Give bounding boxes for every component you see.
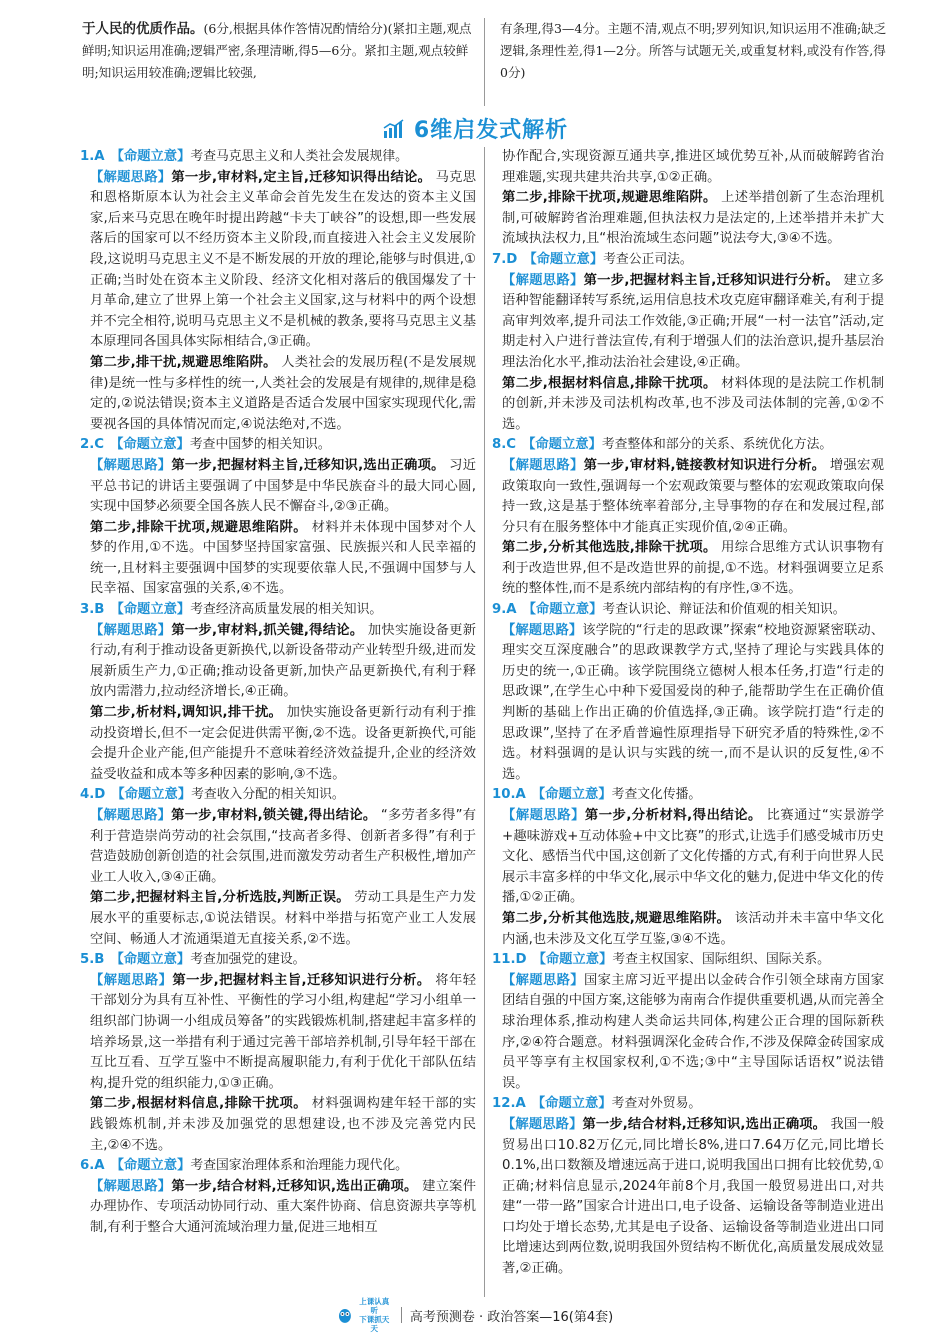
analysis-paragraph [80, 888, 476, 950]
question-number: 5.B [80, 952, 105, 968]
analysis-paragraph [492, 188, 884, 250]
idea-label: 【解题思路】 [90, 808, 172, 823]
analysis-text: 上述举措创新了生态治理机制,可破解跨省治理难题,但执法权力是法定的,上述举措并未扩大流域执法权力,且“根治流域生态问题”说法夸大,③④不选。 [502, 190, 884, 247]
idea-label: 【解题思路】 [502, 272, 584, 288]
question-number: 4.D [80, 787, 106, 803]
analysis-paragraph [492, 456, 884, 538]
intent-text: 考查收入分配的相关知识。 [191, 787, 345, 803]
analysis-paragraph [492, 909, 884, 950]
step-heading: 第一步,审材料,抓关键,得结论。 [171, 622, 364, 638]
step-heading: 第一步,把握材料主旨,迁移知识,选出正确项。 [171, 457, 445, 473]
intent-text: 考查马克思主义和人类社会发展规律。 [190, 149, 408, 164]
analysis-text: “多劳者多得”有利于营造崇尚劳动的社会氛围,“技高者多得、创新者多得”有利于营造鼓励创新创造的社会氛围,进而激发劳动者生产积极性,增加产业工人收入,③④正确。 [90, 808, 477, 885]
intent-text: 考查认识论、辩证法和价值观的相关知识。 [602, 602, 846, 618]
intent-label: 【命题立意】 [110, 437, 190, 453]
intent-text: 考查文化传播。 [611, 787, 702, 803]
answer-item [492, 785, 884, 950]
idea-label: 【解题思路】 [90, 622, 172, 638]
intent-label: 【命题立意】 [522, 437, 602, 453]
step-heading: 第一步,审材料,定主旨,迁移知识得出结论。 [171, 169, 432, 185]
analysis-text: 材料体现的是法院工作机制的创新,并未涉及司法机构改革,也不涉及司法体制的完善,①②不选。 [502, 375, 884, 432]
analysis-text: 建立案件办理协作、专项活动协同行动、重大案件协商、信息资源共享等机制,有利于整合大通河流域治理力量,促进三地相互 [90, 1178, 477, 1235]
page-footer [0, 1297, 950, 1333]
analysis-text: 增强宏观政策取向一致性,强调每一个宏观政策要与整体的宏观政策取向保持一致,这是基于整体统率着部分,主导事物的存在和发展过程,部分只有在服务整体中才能真正实现价值,②④正确。 [502, 457, 885, 535]
analysis-paragraph [492, 971, 884, 1095]
step-heading: 第一步,结合材料,迁移知识,选出正确项。 [582, 1116, 827, 1132]
idea-label: 【解题思路】 [90, 457, 172, 473]
question-header [492, 1094, 884, 1115]
step-heading: 第一步,把握材料主旨,迁移知识进行分析。 [583, 272, 839, 288]
question-header [80, 950, 476, 971]
question-number: 7.D [492, 251, 518, 267]
answer-item [492, 1094, 884, 1279]
analysis-text: 加快实施设备更新行动有利于推动投资增长,但不一定会促进供需平衡,②不选。设备更新换代,可能会提升企业产能,但产能提升不意味着经济效益提升,企业的经济效益受收益和成本等多种因素的影响,③不选。 [90, 705, 477, 782]
continuation-right: 有条理,得3—4分。主题不清,观点不明;罗列知识,知识运用不准确;缺乏逻辑,条理性差,得1—2分。所答与试题无关,或重复材料,或没有作答,得0分) [500, 21, 887, 80]
column-divider [484, 147, 485, 1297]
answer-item [492, 950, 884, 1094]
question-number: 9.A [492, 602, 517, 618]
right-column [492, 147, 884, 1280]
step-heading: 第一步,结合材料,迁移知识,选出正确项。 [171, 1178, 418, 1194]
footer-divider [401, 1307, 402, 1323]
analysis-paragraph [492, 538, 884, 600]
step-heading: 第一步,分析材料,得出结论。 [584, 808, 762, 823]
analysis-paragraph [492, 806, 884, 909]
answer-item [80, 950, 476, 1156]
analysis-paragraph [80, 353, 476, 435]
analysis-paragraph [80, 456, 476, 518]
analysis-text: 比赛通过“实景游学+趣味游戏+互动体验+中文比赛”的形式,让选手们感受城市历史文化、感悟当代中国,这创新了文化传播的方式,有利于向世界人民展示丰富多样的中华文化,展示中华文化的魅力,促进中华文化的传播,①②正确。 [502, 808, 885, 906]
step-heading: 第二步,析材料,调知识,排干扰。 [90, 705, 283, 721]
step-heading: 第二步,排干扰,规避思维陷阱。 [90, 354, 277, 370]
section-title: 6维启发式解析 [413, 118, 569, 143]
step-heading: 第一步,审材料,链接教材知识进行分析。 [583, 457, 826, 473]
question-header [492, 250, 884, 271]
analysis-paragraph [80, 806, 476, 888]
question-header [80, 1156, 476, 1177]
answer-item [80, 600, 476, 785]
step-heading: 第二步,根据材料信息,排除干扰项。 [90, 1096, 307, 1112]
analysis-text: 将年轻干部划分为具有互补性、平衡性的学习小组,构建起“学习小组单一组织部门协调一小组成员筹备”的实践锻炼机制,搭建起丰富多样的培养场景,这一举措有利于通过完善干部培养机制,引导年轻干部在互比互看、互学互鉴中不断提高履职能力,有利于优化干部队伍结构,提升党的组织能力,①③正确。 [90, 972, 477, 1091]
intent-text: 考查加强党的建设。 [190, 952, 306, 968]
question-header [492, 435, 884, 456]
analysis-paragraph [492, 1115, 884, 1280]
analysis-text: 国家主席习近平提出以金砖合作引领全球南方国家团结自强的中国方案,这能够为南南合作提供重要机遇,从而完善全球治理体系,推动构建人类命运共同体,构建公正合理的国际新秩序,②④符合题意。材料强调深化金砖合作,不涉及保障金砖国家成员平等享有主权国家权利,①不选;③中“主导国际话语权”说法错误。 [502, 972, 885, 1091]
answer-item [80, 435, 476, 600]
analysis-paragraph [80, 1177, 476, 1239]
idea-label: 【解题思路】 [502, 972, 584, 988]
question-header [492, 600, 884, 621]
idea-label: 【解题思路】 [90, 169, 172, 185]
analysis-paragraph [80, 621, 476, 703]
analysis-text: 材料并未体现中国梦对个人梦的作用,①不选。中国梦坚持国家富强、民族振兴和人民幸福的统一,且材料主要强调中国梦的实现要依靠人民,不强调中国梦与人民幸福、国家富强的关系,④不选。 [90, 519, 476, 597]
step-heading: 第一步,审材料,锁关键,得出结论。 [171, 808, 377, 823]
intent-label: 【命题立意】 [111, 787, 192, 803]
intent-text: 考查公正司法。 [603, 251, 693, 267]
answer-item [80, 1156, 476, 1238]
intent-text: 考查主权国家、国际组织、国际关系。 [612, 952, 830, 968]
intent-label: 【命题立意】 [531, 787, 612, 803]
previous-answer-continuation [60, 18, 890, 110]
step-heading: 第二步,排除干扰项,规避思维陷阱。 [90, 519, 307, 535]
question-header [80, 435, 476, 456]
question-header [80, 785, 476, 806]
intent-label: 【命题立意】 [522, 602, 603, 618]
chart-icon [382, 118, 406, 140]
intent-label: 【命题立意】 [110, 1158, 191, 1174]
analysis-paragraph [80, 168, 476, 353]
question-number: 1.A [80, 149, 105, 164]
analysis-paragraph [80, 971, 476, 1095]
question-number: 10.A [492, 787, 526, 803]
analysis-paragraph [492, 621, 884, 786]
answer-item [492, 600, 884, 785]
question-number: 6.A [80, 1158, 105, 1174]
question-number: 3.B [80, 602, 105, 618]
analysis-text: 劳动工具是生产力发展水平的重要标志,①说法错误。材料中举措与拓宽产业工人发展空间、畅通人才流通渠道无直接关系,②不选。 [90, 890, 476, 947]
analysis-paragraph [492, 374, 884, 436]
question-number: 12.A [492, 1096, 526, 1112]
analysis-text: 该活动并未丰富中华文化内涵,也未涉及文化互学互鉴,③④不选。 [502, 910, 884, 947]
continuation-left [82, 18, 476, 84]
continuation-lead: 于人民的优质作品。 [82, 21, 204, 37]
owl-icon [337, 1306, 353, 1324]
question-header [80, 600, 476, 621]
intent-text: 考查中国梦的相关知识。 [189, 437, 331, 453]
question-header [492, 785, 884, 806]
idea-label: 【解题思路】 [502, 622, 583, 638]
intent-label: 【命题立意】 [531, 1096, 612, 1112]
step-heading: 第二步,根据材料信息,排除干扰项。 [502, 375, 717, 391]
publisher-logo [337, 1297, 393, 1333]
analysis-paragraph [80, 518, 476, 600]
intent-text: 考查对外贸易。 [611, 1096, 702, 1112]
analysis-paragraph [492, 147, 884, 188]
step-heading: 第二步,分析其他选肢,规避思维陷阱。 [502, 910, 731, 926]
analysis-text: 马克思和恩格斯原本认为社会主义革命会首先发生在发达的资本主义国家,后来马克思在晚年时提出跨越“卡夫丁峡谷”的设想,即一些发展落后的国家可以不经历资本主义阶段,而直接进入社会主义发展阶段,这说明马克思主义不是不断发展的开放的理论,能够与时俱进,①正确;当时处在资本主义阶段、经济文化相对落后的俄国爆发了十月革命,建立了世界上第一个社会主义国家,这与材料中的两个设想并不完全相符,说明马克思主义不是机械的教条,要将马克思主义基本原理同各国具体实际相结合,③正确。 [90, 169, 477, 350]
step-heading: 第二步,把握材料主旨,分析选肢,判断正误。 [90, 890, 350, 906]
analysis-paragraph [80, 1094, 476, 1156]
intent-text: 考查国家治理体系和治理能力现代化。 [190, 1158, 408, 1174]
analysis-text: 协作配合,实现资源互通共享,推进区域优势互补,从而破解跨省治理难题,实现共建共治共享,①②正确。 [502, 149, 884, 185]
question-header [492, 950, 884, 971]
idea-label: 【解题思路】 [90, 1178, 172, 1194]
answer-item [492, 250, 884, 435]
answer-item [492, 435, 884, 600]
logo-line-1: 上课认真听 [359, 1297, 390, 1315]
left-column [80, 147, 476, 1238]
logo-line-2: 下课抓天天 [359, 1315, 390, 1333]
answer-item [80, 147, 476, 435]
question-number: 11.D [492, 952, 527, 968]
step-heading: 第二步,分析其他选肢,排除干扰项。 [502, 540, 717, 556]
analysis-text: 用综合思维方式认识事物有利于改造世界,但不是改造世界的前提,①不选。材料强调要立足系统的整体性,而不是系统内部结构的有序性,③不选。 [502, 540, 884, 597]
intent-label: 【命题立意】 [523, 251, 604, 267]
analysis-text: 我国一般贸易出口10.82万亿元,同比增长8%,进口7.64万亿元,同比增长0.1%,出口数额及增速远高于进口,说明我国出口拥有比较优势,①正确;材料信息显示,2024年前8个月,我国一般贸易进出口,对共建“一带一路”国家合计进出口,电子设备、运输设备等制造业进出口均处于增长态势,尤其是电子设备、运输设备等制造业进出口同比增速达到两位数,说明我国外贸结构不断优化,高质量发展成效显著,②正确。 [502, 1116, 885, 1277]
intent-text: 考查经济高质量发展的相关知识。 [190, 602, 383, 618]
step-heading: 第一步,把握材料主旨,迁移知识进行分析。 [172, 972, 431, 988]
analysis-text: 该学院的“行走的思政课”探索“校地资源紧密联动、理实交互深度融合”的思政课教学方式,坚持了理论与实践具体的历史的统一,①正确。该学院围绕立德树人根本任务,打造“行走的思政课”,在学生心中种下爱国爱岗的种子,能帮助学生在正确价值判断的基础上作出正确的价值选择,③正确。该学院打造“行走的思政课”,坚持了在矛盾普遍性原理指导下研究矛盾的特殊性,②不选。材料强调的是认识与实践的统一,而不是认识的反复性,④不选。 [502, 622, 884, 782]
section-banner [0, 113, 950, 147]
column-divider-top [484, 18, 485, 106]
answer-item [80, 785, 476, 950]
analysis-text: 加快实施设备更新行动,有利于推动设备更新换代,以新设备带动产业转型升级,进而发展新质生产力,①正确;推动设备更新,加快产品更新换代,有利于释放内需潜力,拉动经济增长,④正确。 [90, 622, 477, 700]
analysis-text: 人类社会的发展历程(不是发展规律)是统一性与多样性的统一,人类社会的发展是有规律的,规律是稳定的,②说法错误;资本主义道路是否适合发展中国家实现现代化,需要视各国的具体情况而定,④说法绝对,不选。 [90, 354, 477, 432]
intent-label: 【命题立意】 [110, 602, 191, 618]
question-number: 2.C [80, 437, 105, 453]
intent-text: 考查整体和部分的关系、系统优化方法。 [601, 437, 833, 453]
analysis-text: 习近平总书记的讲话主要强调了中国梦是中华民族奋斗的最大同心圆,实现中国梦必须要全国各族人民不懈奋斗,②③正确。 [90, 457, 477, 515]
idea-label: 【解题思路】 [502, 457, 584, 473]
continuation-left-text: (6分,根据具体作答情况酌情给分)(紧扣主题,观点鲜明;知识运用准确;逻辑严密,条理清晰,得5—6分。紧扣主题,观点较鲜明;知识运用较准确;逻辑比较强, [82, 21, 472, 80]
question-header [80, 147, 476, 168]
intent-label: 【命题立意】 [110, 952, 191, 968]
intent-label: 【命题立意】 [110, 149, 191, 164]
analysis-text: 材料强调构建年轻干部的实践锻炼机制,并未涉及加强党的思想建设,也不涉及完善党内民主,②④不选。 [90, 1096, 476, 1153]
question-number: 8.C [492, 437, 517, 453]
analysis-text: 建立多语种智能翻译转写系统,运用信息技术攻克庭审翻译难关,有利于提高审判效率,提升司法工作效能,③正确;开展“一村一法官”活动,定期走村入户进行普法宣传,有利于增强人们的法治意识,提升基层治理法治化水平,推动法治社会建设,④正确。 [502, 272, 885, 370]
footer-page-label: 高考预测卷 · 政治答案—16(第4套) [409, 1309, 614, 1325]
idea-label: 【解题思路】 [90, 972, 173, 988]
idea-label: 【解题思路】 [502, 808, 585, 823]
intent-label: 【命题立意】 [532, 952, 613, 968]
step-heading: 第二步,排除干扰项,规避思维陷阱。 [502, 190, 717, 206]
answer-item [492, 147, 884, 250]
analysis-paragraph [80, 703, 476, 785]
idea-label: 【解题思路】 [502, 1116, 583, 1132]
analysis-paragraph [492, 271, 884, 374]
